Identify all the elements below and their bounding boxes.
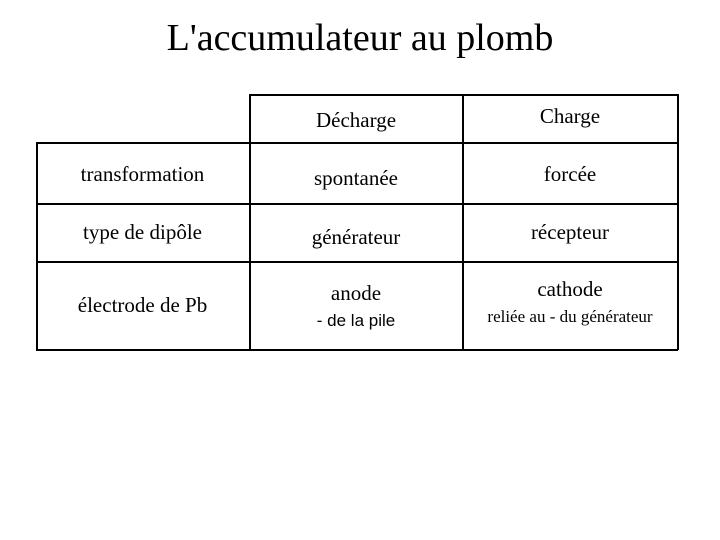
table-border-top	[250, 94, 678, 96]
table-row-divider	[36, 261, 678, 263]
cell-charge-electrode-sub: reliée au - du générateur	[487, 307, 653, 326]
table-border-right	[677, 94, 679, 350]
page-title: L'accumulateur au plomb	[166, 17, 554, 59]
cell-charge-electrode: cathode	[537, 277, 603, 301]
cell-decharge-type-dipole: générateur	[311, 225, 401, 249]
cell-decharge-transformation: spontanée	[314, 166, 398, 190]
cell-charge-transformation: forcée	[543, 162, 597, 186]
table-border-bottom	[36, 349, 678, 351]
table-row-divider	[36, 203, 678, 205]
header-charge: Charge	[539, 104, 601, 128]
cell-decharge-electrode: anode	[330, 281, 382, 305]
cell-decharge-electrode-sub: - de la pile	[316, 311, 396, 330]
header-decharge: Décharge	[315, 108, 397, 132]
table-row-divider	[36, 142, 678, 144]
cell-charge-type-dipole: récepteur	[530, 220, 610, 244]
row-label-electrode: électrode de Pb	[77, 293, 208, 317]
row-label-transformation: transformation	[80, 162, 205, 186]
row-label-type-dipole: type de dipôle	[83, 220, 202, 244]
